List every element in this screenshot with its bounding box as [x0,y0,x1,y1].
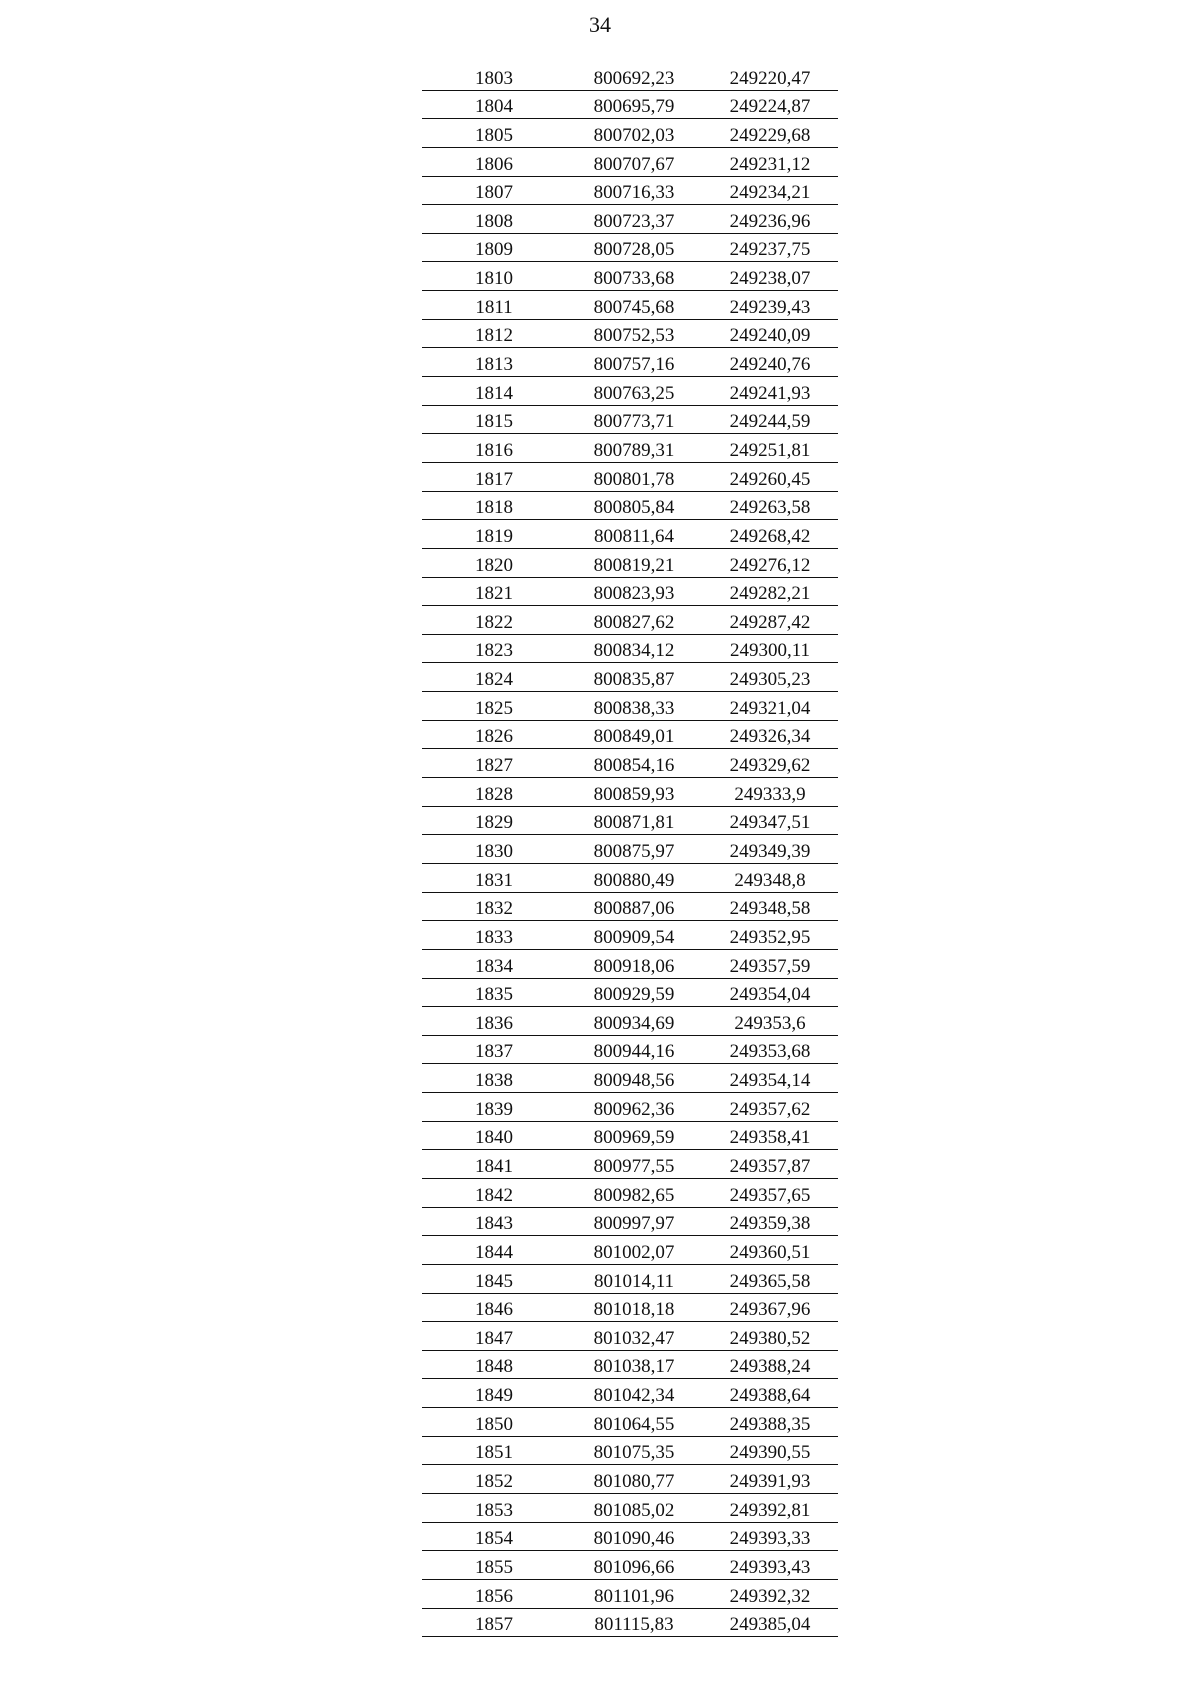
point-id-cell: 1830 [422,835,566,864]
table-row [422,348,838,377]
point-id-cell: 1811 [422,291,566,320]
x-coordinate-cell: 800835,87 [566,663,702,692]
x-coordinate-cell: 800887,06 [566,892,702,921]
x-coordinate-cell: 800745,68 [566,291,702,320]
x-coordinate-cell: 800875,97 [566,835,702,864]
point-id-cell: 1848 [422,1350,566,1379]
point-id-cell: 1853 [422,1494,566,1523]
y-coordinate-cell: 249276,12 [702,548,838,577]
page-number: 34 [589,12,611,37]
y-coordinate-cell: 249333,9 [702,778,838,807]
y-coordinate-cell: 249347,51 [702,806,838,835]
x-coordinate-cell: 800854,16 [566,749,702,778]
x-coordinate-cell: 800728,05 [566,233,702,262]
x-coordinate-cell: 801064,55 [566,1408,702,1437]
point-id-cell: 1808 [422,205,566,234]
point-id-cell: 1813 [422,348,566,377]
x-coordinate-cell: 800716,33 [566,176,702,205]
y-coordinate-cell: 249300,11 [702,634,838,663]
x-coordinate-cell: 801032,47 [566,1322,702,1351]
x-coordinate-cell: 800859,93 [566,778,702,807]
x-coordinate-cell: 800801,78 [566,462,702,491]
x-coordinate-cell: 800757,16 [566,348,702,377]
x-coordinate-cell: 800763,25 [566,377,702,406]
x-coordinate-cell: 800805,84 [566,491,702,520]
y-coordinate-cell: 249357,59 [702,949,838,978]
table-row [422,1064,838,1093]
point-id-cell: 1851 [422,1436,566,1465]
table-row [422,949,838,978]
point-id-cell: 1809 [422,233,566,262]
y-coordinate-cell: 249321,04 [702,692,838,721]
table-row [422,1007,838,1036]
table-row [422,491,838,520]
y-coordinate-cell: 249353,6 [702,1007,838,1036]
y-coordinate-cell: 249251,81 [702,434,838,463]
y-coordinate-cell: 249358,41 [702,1121,838,1150]
x-coordinate-cell: 800773,71 [566,405,702,434]
point-id-cell: 1819 [422,520,566,549]
point-id-cell: 1820 [422,548,566,577]
x-coordinate-cell: 800692,23 [566,62,702,90]
y-coordinate-cell: 249240,09 [702,319,838,348]
point-id-cell: 1846 [422,1293,566,1322]
table-row [422,835,838,864]
table-row [422,147,838,176]
table-row [422,205,838,234]
x-coordinate-cell: 801101,96 [566,1579,702,1608]
y-coordinate-cell: 249329,62 [702,749,838,778]
y-coordinate-cell: 249388,24 [702,1350,838,1379]
table-row [422,1350,838,1379]
point-id-cell: 1829 [422,806,566,835]
table-row [422,1121,838,1150]
point-id-cell: 1845 [422,1264,566,1293]
x-coordinate-cell: 800929,59 [566,978,702,1007]
x-coordinate-cell: 801018,18 [566,1293,702,1322]
y-coordinate-cell: 249220,47 [702,62,838,90]
x-coordinate-cell: 800977,55 [566,1150,702,1179]
x-coordinate-cell: 801002,07 [566,1236,702,1265]
point-id-cell: 1841 [422,1150,566,1179]
x-coordinate-cell: 801038,17 [566,1350,702,1379]
x-coordinate-cell: 800838,33 [566,692,702,721]
point-id-cell: 1814 [422,377,566,406]
x-coordinate-cell: 800702,03 [566,119,702,148]
x-coordinate-cell: 800819,21 [566,548,702,577]
table-row [422,1436,838,1465]
point-id-cell: 1833 [422,921,566,950]
y-coordinate-cell: 249240,76 [702,348,838,377]
point-id-cell: 1812 [422,319,566,348]
table-row [422,1264,838,1293]
x-coordinate-cell: 800707,67 [566,147,702,176]
point-id-cell: 1816 [422,434,566,463]
y-coordinate-cell: 249268,42 [702,520,838,549]
y-coordinate-cell: 249390,55 [702,1436,838,1465]
x-coordinate-cell: 800909,54 [566,921,702,950]
x-coordinate-cell: 800849,01 [566,720,702,749]
x-coordinate-cell: 800969,59 [566,1121,702,1150]
table-row [422,62,838,90]
point-id-cell: 1807 [422,176,566,205]
point-id-cell: 1834 [422,949,566,978]
x-coordinate-cell: 800695,79 [566,90,702,119]
y-coordinate-cell: 249367,96 [702,1293,838,1322]
x-coordinate-cell: 800918,06 [566,949,702,978]
x-coordinate-cell: 801096,66 [566,1551,702,1580]
point-id-cell: 1852 [422,1465,566,1494]
point-id-cell: 1826 [422,720,566,749]
x-coordinate-cell: 800871,81 [566,806,702,835]
point-id-cell: 1803 [422,62,566,90]
y-coordinate-cell: 249392,32 [702,1579,838,1608]
x-coordinate-cell: 801042,34 [566,1379,702,1408]
x-coordinate-cell: 800880,49 [566,863,702,892]
point-id-cell: 1828 [422,778,566,807]
x-coordinate-cell: 800823,93 [566,577,702,606]
x-coordinate-cell: 800723,37 [566,205,702,234]
table-row [422,634,838,663]
y-coordinate-cell: 249354,14 [702,1064,838,1093]
point-id-cell: 1854 [422,1522,566,1551]
y-coordinate-cell: 249326,34 [702,720,838,749]
table-row [422,978,838,1007]
x-coordinate-cell: 800733,68 [566,262,702,291]
table-row [422,462,838,491]
y-coordinate-cell: 249357,65 [702,1178,838,1207]
table-row [422,119,838,148]
x-coordinate-cell: 800948,56 [566,1064,702,1093]
y-coordinate-cell: 249287,42 [702,606,838,635]
point-id-cell: 1818 [422,491,566,520]
y-coordinate-cell: 249357,87 [702,1150,838,1179]
y-coordinate-cell: 249229,68 [702,119,838,148]
table-row [422,749,838,778]
table-row [422,1293,838,1322]
table-row [422,1608,838,1637]
table-row [422,663,838,692]
point-id-cell: 1847 [422,1322,566,1351]
table-row [422,90,838,119]
y-coordinate-cell: 249349,39 [702,835,838,864]
point-id-cell: 1849 [422,1379,566,1408]
x-coordinate-cell: 801090,46 [566,1522,702,1551]
x-coordinate-cell: 800789,31 [566,434,702,463]
table-row [422,1494,838,1523]
y-coordinate-cell: 249357,62 [702,1093,838,1122]
table-row [422,1408,838,1437]
y-coordinate-cell: 249282,21 [702,577,838,606]
table-row [422,806,838,835]
y-coordinate-cell: 249385,04 [702,1608,838,1637]
point-id-cell: 1843 [422,1207,566,1236]
table-row [422,1093,838,1122]
coordinates-table [422,62,838,1637]
y-coordinate-cell: 249393,43 [702,1551,838,1580]
y-coordinate-cell: 249263,58 [702,491,838,520]
table-row [422,548,838,577]
point-id-cell: 1810 [422,262,566,291]
x-coordinate-cell: 800834,12 [566,634,702,663]
y-coordinate-cell: 249305,23 [702,663,838,692]
y-coordinate-cell: 249239,43 [702,291,838,320]
y-coordinate-cell: 249231,12 [702,147,838,176]
point-id-cell: 1827 [422,749,566,778]
y-coordinate-cell: 249391,93 [702,1465,838,1494]
y-coordinate-cell: 249234,21 [702,176,838,205]
y-coordinate-cell: 249359,38 [702,1207,838,1236]
y-coordinate-cell: 249393,33 [702,1522,838,1551]
point-id-cell: 1817 [422,462,566,491]
y-coordinate-cell: 249388,64 [702,1379,838,1408]
point-id-cell: 1857 [422,1608,566,1637]
table-row [422,377,838,406]
y-coordinate-cell: 249224,87 [702,90,838,119]
coordinates-table-body [422,62,838,1637]
point-id-cell: 1837 [422,1035,566,1064]
y-coordinate-cell: 249352,95 [702,921,838,950]
point-id-cell: 1844 [422,1236,566,1265]
point-id-cell: 1805 [422,119,566,148]
table-row [422,1178,838,1207]
table-row [422,319,838,348]
table-row [422,1465,838,1494]
y-coordinate-cell: 249353,68 [702,1035,838,1064]
point-id-cell: 1842 [422,1178,566,1207]
table-row [422,1379,838,1408]
x-coordinate-cell: 800944,16 [566,1035,702,1064]
table-row [422,577,838,606]
table-row [422,921,838,950]
y-coordinate-cell: 249241,93 [702,377,838,406]
y-coordinate-cell: 249380,52 [702,1322,838,1351]
point-id-cell: 1823 [422,634,566,663]
table-row [422,1551,838,1580]
x-coordinate-cell: 800811,64 [566,520,702,549]
table-row [422,233,838,262]
x-coordinate-cell: 801014,11 [566,1264,702,1293]
table-row [422,1150,838,1179]
x-coordinate-cell: 800962,36 [566,1093,702,1122]
x-coordinate-cell: 801085,02 [566,1494,702,1523]
point-id-cell: 1821 [422,577,566,606]
y-coordinate-cell: 249360,51 [702,1236,838,1265]
table-row [422,176,838,205]
table-row [422,1579,838,1608]
point-id-cell: 1839 [422,1093,566,1122]
y-coordinate-cell: 249388,35 [702,1408,838,1437]
x-coordinate-cell: 801075,35 [566,1436,702,1465]
y-coordinate-cell: 249354,04 [702,978,838,1007]
point-id-cell: 1804 [422,90,566,119]
point-id-cell: 1815 [422,405,566,434]
y-coordinate-cell: 249237,75 [702,233,838,262]
point-id-cell: 1831 [422,863,566,892]
x-coordinate-cell: 800934,69 [566,1007,702,1036]
table-row [422,1236,838,1265]
point-id-cell: 1835 [422,978,566,1007]
table-row [422,606,838,635]
point-id-cell: 1838 [422,1064,566,1093]
table-row [422,720,838,749]
table-row [422,892,838,921]
point-id-cell: 1850 [422,1408,566,1437]
y-coordinate-cell: 249260,45 [702,462,838,491]
point-id-cell: 1822 [422,606,566,635]
point-id-cell: 1824 [422,663,566,692]
y-coordinate-cell: 249348,58 [702,892,838,921]
x-coordinate-cell: 801080,77 [566,1465,702,1494]
point-id-cell: 1825 [422,692,566,721]
table-row [422,863,838,892]
point-id-cell: 1836 [422,1007,566,1036]
table-row [422,1322,838,1351]
y-coordinate-cell: 249348,8 [702,863,838,892]
point-id-cell: 1832 [422,892,566,921]
x-coordinate-cell: 800827,62 [566,606,702,635]
table-row [422,291,838,320]
table-row [422,520,838,549]
table-row [422,405,838,434]
table-row [422,1207,838,1236]
x-coordinate-cell: 800752,53 [566,319,702,348]
table-row [422,692,838,721]
y-coordinate-cell: 249238,07 [702,262,838,291]
table-row [422,1522,838,1551]
table-row [422,1035,838,1064]
point-id-cell: 1840 [422,1121,566,1150]
x-coordinate-cell: 800997,97 [566,1207,702,1236]
x-coordinate-cell: 800982,65 [566,1178,702,1207]
point-id-cell: 1856 [422,1579,566,1608]
table-row [422,434,838,463]
point-id-cell: 1855 [422,1551,566,1580]
y-coordinate-cell: 249236,96 [702,205,838,234]
point-id-cell: 1806 [422,147,566,176]
y-coordinate-cell: 249244,59 [702,405,838,434]
y-coordinate-cell: 249365,58 [702,1264,838,1293]
x-coordinate-cell: 801115,83 [566,1608,702,1637]
y-coordinate-cell: 249392,81 [702,1494,838,1523]
table-row [422,262,838,291]
table-row [422,778,838,807]
